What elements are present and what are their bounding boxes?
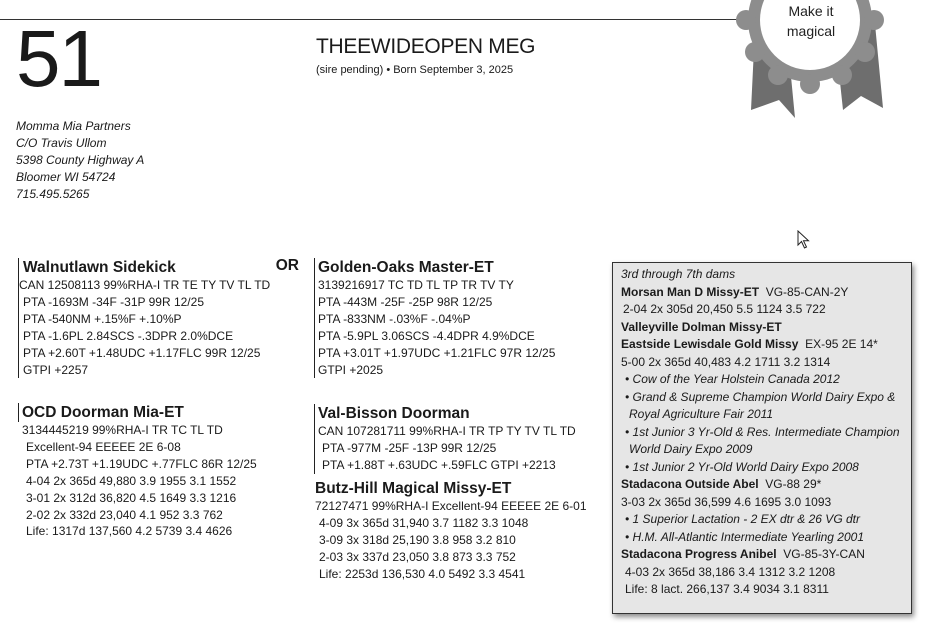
dam6-class: VG-88 29* [765,477,822,491]
consignor-line: Momma Mia Partners [16,119,131,133]
dam-line: 3-01 2x 312d 36,820 4.5 1649 3.3 1216 [26,490,237,505]
consignor-line: 715.495.5265 [16,187,90,201]
consignor-line: 5398 County Highway A [16,153,145,167]
granddam-block [315,479,600,583]
dam5-highlight: • 1st Junior 3 Yr-Old & Res. Intermediate Champion [625,424,900,439]
dam7-name: Stadacona Progress Anibel [621,547,777,561]
sire-line: PTA -833NM -.03%F -.04%P [318,311,471,326]
granddam-line: 2-03 3x 337d 23,050 3.8 873 3.3 752 [319,549,516,564]
dam4-name: Valleyville Dolman Missy-ET [621,319,782,334]
consignor-info [16,118,144,203]
dam7-life: Life: 8 lact. 266,137 3.4 9034 3.1 8311 [625,582,829,596]
sire-line: CAN 12508113 99%RHA-I TR TE TY TV TL TD [19,278,271,292]
damsire-line: PTA -977M -25F -13P 99R 12/25 [322,440,497,455]
dam5-line [621,336,911,354]
dam6-name: Stadacona Outside Abel [621,477,759,491]
dam-name: OCD Doorman Mia-ET [18,403,303,422]
dams-heading: 3rd through 7th dams [621,267,736,281]
granddam-name: Butz-Hill Magical Missy-ET [315,480,512,497]
dam5-highlight: • Grand & Supreme Champion World Dairy Expo & [625,389,896,404]
dam5-record: 5-00 2x 365d 40,483 4.2 1711 3.2 1314 [621,354,831,369]
sire-line: PTA -540NM +.15%F +.10%P [23,311,182,326]
dam5-highlight: Royal Agriculture Fair 2011 [629,407,774,421]
dam-line: Excellent-94 EEEEE 2E 6-08 [26,439,181,454]
dam6-highlight: • 1 Superior Lactation - 2 EX dtr & 26 VG dtr [625,512,860,526]
dam6-line [621,476,911,494]
ribbon-line1: Make it [788,3,834,19]
dam3-name: Morsan Man D Missy-ET [621,284,760,299]
dam-line: PTA +2.73T +1.19UDC +.77FLC 86R 12/25 [26,456,257,471]
dam-line: 3134445219 99%RHA-I TR TC TL TD [22,423,223,437]
damsire-line: PTA +1.88T +.63UDC +.59FLC GTPI +2213 [322,457,556,472]
granddam-line: 3-09 3x 318d 25,190 3.8 958 3.2 810 [319,532,516,547]
sire-line: GTPI +2257 [23,362,89,377]
dam5-highlight: • Cow of the Year Holstein Canada 2012 [625,372,840,386]
dam7-record: 4-03 2x 365d 38,186 3.4 1312 3.2 1208 [625,564,836,579]
ribbon-line2: magical [786,23,836,39]
sire-line: PTA +3.01T +1.97UDC +1.21FLC 97R 12/25 [318,345,556,360]
consignor-line: Bloomer WI 54724 [16,170,116,184]
dam7-line [621,546,911,564]
sire-line: PTA +2.60T +1.48UDC +1.17FLC 99R 12/25 [23,345,261,360]
dam6-record: 3-03 2x 365d 36,599 4.6 1695 3.0 1093 [621,494,832,509]
dam5-name: Eastside Lewisdale Gold Missy [621,337,799,351]
sire-line: 3139216917 TC TD TL TP TR TV TY [318,278,514,292]
header-rule [0,19,790,20]
granddam-line: 72127471 99%RHA-I Excellent-94 EEEEE 2E 6-01 [315,499,587,513]
sire-block-2 [314,258,588,378]
dam3-line [621,284,911,302]
sire-name: Walnutlawn Sidekick [23,259,176,276]
dam-block [18,403,303,540]
dam3-class: VG-85-CAN-2Y [765,284,849,299]
sire-line: PTA -1.6PL 2.84SCS -.3DPR 2.0%DCE [23,328,234,343]
sire-line: PTA -5.9PL 3.06SCS -4.4DPR 4.9%DCE [318,328,535,343]
dams-box [612,262,912,614]
sire-line: PTA -443M -25F -25P 98R 12/25 [318,294,493,309]
damsire-name: Val-Bisson Doorman [318,405,470,422]
or-label: OR [275,257,299,274]
animal-subtitle: (sire pending) • Born September 3, 2025 [316,64,514,76]
dam-line: 2-02 2x 332d 23,040 4.1 952 3.3 762 [26,507,223,522]
dam6-highlight: • H.M. All-Atlantic Intermediate Yearling 2001 [625,529,864,544]
dam7-class: VG-85-3Y-CAN [783,547,865,561]
granddam-line: Life: 2253d 136,530 4.0 5492 3.3 4541 [319,566,526,581]
dam-line: 4-04 2x 365d 49,880 3.9 1955 3.1 1552 [26,473,237,488]
dam5-highlight: • 1st Junior 2 Yr-Old World Dairy Expo 2008 [625,459,859,474]
dam3-record: 2-04 2x 305d 20,450 5.5 1124 3.5 722 [623,302,826,316]
consignor-line: C/O Travis Ullom [16,136,107,150]
lot-number: 51 [16,14,101,103]
sire-block-1 [18,258,299,378]
dam5-highlight: World Dairy Expo 2009 [629,442,753,456]
mouse-cursor-icon [797,230,811,250]
sire-line: GTPI +2025 [318,362,384,377]
dam-line: Life: 1317d 137,560 4.2 5739 3.4 4626 [26,524,233,539]
animal-name: THEEWIDEOPEN MEG [316,35,536,58]
granddam-line: 4-09 3x 365d 31,940 3.7 1182 3.3 1048 [319,515,529,530]
damsire-line: CAN 107281711 99%RHA-I TR TP TY TV TL TD [318,424,576,438]
ribbon-badge-icon [735,0,885,130]
sire-name: Golden-Oaks Master-ET [318,259,494,276]
damsire-block [314,404,603,474]
dam5-class: EX-95 2E 14* [805,337,878,351]
sire-line: PTA -1693M -34F -31P 99R 12/25 [23,294,204,309]
